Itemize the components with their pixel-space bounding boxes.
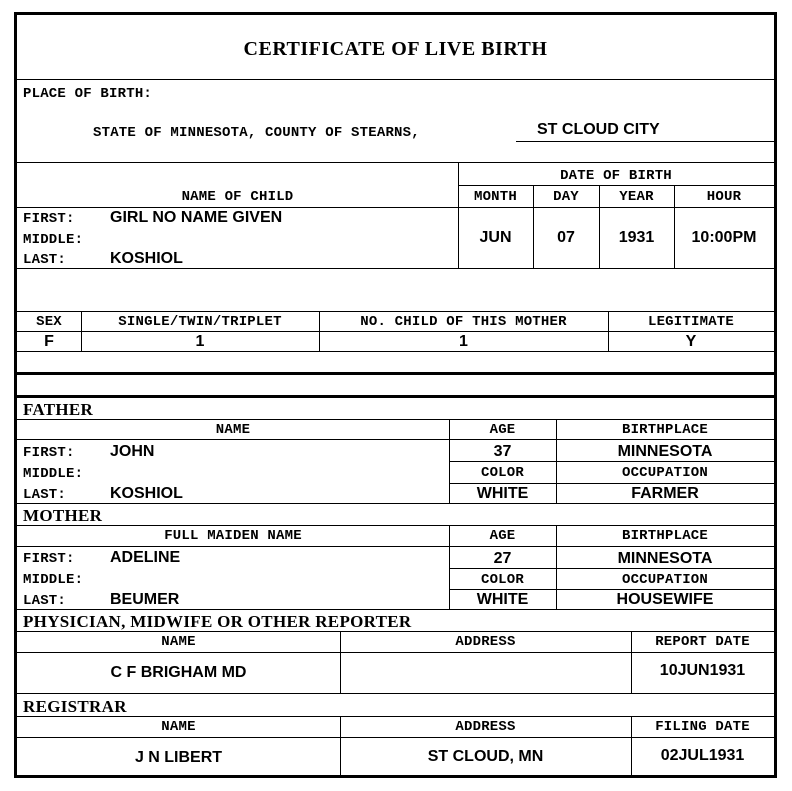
report-date-value: 10JUN1931 xyxy=(659,662,746,679)
mother-age-value: 27 xyxy=(493,550,512,567)
mother-name-header: FULL MAIDEN NAME xyxy=(164,528,302,544)
rule-reg-header xyxy=(17,737,774,738)
place-of-birth-label: PLACE OF BIRTH: xyxy=(23,86,153,102)
rule-mother-mid2 xyxy=(449,589,774,590)
rule-father-mid2 xyxy=(449,483,774,484)
rule-father-top xyxy=(17,419,774,420)
registrar-section-title: REGISTRAR xyxy=(23,697,127,716)
state-county: STATE OF MINNESOTA, COUNTY OF STEARNS, xyxy=(93,125,420,141)
child-first-value: GIRL NO NAME GIVEN xyxy=(110,209,283,226)
rule-dob-header xyxy=(458,185,774,186)
rule-mother-top xyxy=(17,525,774,526)
mother-last-label: LAST: xyxy=(23,593,67,609)
mother-first-label: FIRST: xyxy=(23,551,75,567)
child-last-value: KOSHIOL xyxy=(110,250,183,267)
rule-phys-top xyxy=(17,631,774,632)
physician-address-label: ADDRESS xyxy=(455,634,516,650)
rule-father-bottom xyxy=(17,503,774,504)
hour-value: 10:00PM xyxy=(691,229,757,246)
father-age-value: 37 xyxy=(493,443,512,460)
registrar-address-label: ADDRESS xyxy=(455,719,516,735)
mother-occupation-value: HOUSEWIFE xyxy=(616,591,714,608)
father-last-value: KOSHIOL xyxy=(110,485,183,502)
filing-date-value: 02JUL1931 xyxy=(660,747,745,764)
father-birthplace-label: BIRTHPLACE xyxy=(621,422,708,438)
physician-name-value: C F BRIGHAM MD xyxy=(110,664,247,681)
rule-child-header xyxy=(17,207,774,208)
registrar-name-value: J N LIBERT xyxy=(134,749,223,766)
child-number-label: NO. CHILD OF THIS MOTHER xyxy=(360,314,567,330)
physician-name-label: NAME xyxy=(161,634,196,650)
mother-last-value: BEUMER xyxy=(110,591,180,608)
mother-age-label: AGE xyxy=(489,528,516,544)
mother-birthplace-label: BIRTHPLACE xyxy=(621,528,708,544)
sex-value: F xyxy=(44,333,54,350)
mother-section-title: MOTHER xyxy=(23,506,103,525)
mother-birthplace-value: MINNESOTA xyxy=(617,550,713,567)
plurality-label: SINGLE/TWIN/TRIPLET xyxy=(118,314,282,330)
year-value: 1931 xyxy=(618,229,655,246)
mother-occupation-label: OCCUPATION xyxy=(621,572,708,588)
registrar-address-value: ST CLOUD, MN xyxy=(427,748,544,765)
rule-reg-top xyxy=(17,716,774,717)
father-birthplace-value: MINNESOTA xyxy=(617,443,713,460)
registrar-name-label: NAME xyxy=(161,719,196,735)
report-date-label: REPORT DATE xyxy=(655,634,750,650)
rule-father-mid xyxy=(449,461,774,462)
child-first-label: FIRST: xyxy=(23,211,75,227)
mother-first-value: ADELINE xyxy=(110,549,181,566)
rule-mother-header xyxy=(17,546,774,547)
certificate-title: CERTIFICATE OF LIVE BIRTH xyxy=(243,38,548,60)
rule-details-header xyxy=(17,331,774,332)
city-value: ST CLOUD CITY xyxy=(537,121,660,138)
legitimate-label: LEGITIMATE xyxy=(647,314,734,330)
father-last-label: LAST: xyxy=(23,487,67,503)
child-name-header: NAME OF CHILD xyxy=(181,189,294,205)
rule-father-header xyxy=(17,439,774,440)
father-occupation-label: OCCUPATION xyxy=(621,465,708,481)
father-occupation-value: FARMER xyxy=(631,485,699,502)
rule-details-top xyxy=(17,311,774,312)
mother-color-label: COLOR xyxy=(480,572,524,588)
child-number-value: 1 xyxy=(459,333,468,350)
month-value: JUN xyxy=(479,229,512,246)
physician-section-title: PHYSICIAN, MIDWIFE OR OTHER REPORTER xyxy=(23,612,412,631)
father-middle-label: MIDDLE: xyxy=(23,466,84,482)
father-first-label: FIRST: xyxy=(23,445,75,461)
dob-header: DATE OF BIRTH xyxy=(560,168,672,184)
mother-middle-label: MIDDLE: xyxy=(23,572,84,588)
father-section-title: FATHER xyxy=(23,400,94,419)
year-label: YEAR xyxy=(619,189,654,205)
legitimate-value: Y xyxy=(685,333,697,350)
rule-mother-mid xyxy=(449,568,774,569)
father-color-value: WHITE xyxy=(476,485,529,502)
father-color-label: COLOR xyxy=(480,465,524,481)
rule-mother-bottom xyxy=(17,609,774,610)
rule-title-bottom xyxy=(17,79,774,80)
day-label: DAY xyxy=(553,189,579,205)
child-middle-label: MIDDLE: xyxy=(23,232,84,248)
hour-label: HOUR xyxy=(706,189,742,205)
rule-thick-2 xyxy=(17,395,774,398)
rule-child-bottom xyxy=(17,268,774,269)
mother-color-value: WHITE xyxy=(476,591,529,608)
rule-place-bottom xyxy=(17,162,774,163)
rule-phys-header xyxy=(17,652,774,653)
day-value: 07 xyxy=(557,229,575,246)
city-underline xyxy=(516,141,774,142)
birth-certificate xyxy=(14,12,777,778)
father-first-value: JOHN xyxy=(110,443,155,460)
plurality-value: 1 xyxy=(195,333,205,350)
child-last-label: LAST: xyxy=(23,252,67,268)
rule-phys-bottom xyxy=(17,693,774,694)
filing-date-label: FILING DATE xyxy=(655,719,750,735)
rule-details-bottom xyxy=(17,351,774,352)
sex-label: SEX xyxy=(36,314,62,330)
father-name-header: NAME xyxy=(215,422,251,438)
rule-thick-1 xyxy=(17,372,774,375)
father-age-label: AGE xyxy=(489,422,516,438)
month-label: MONTH xyxy=(473,189,517,205)
